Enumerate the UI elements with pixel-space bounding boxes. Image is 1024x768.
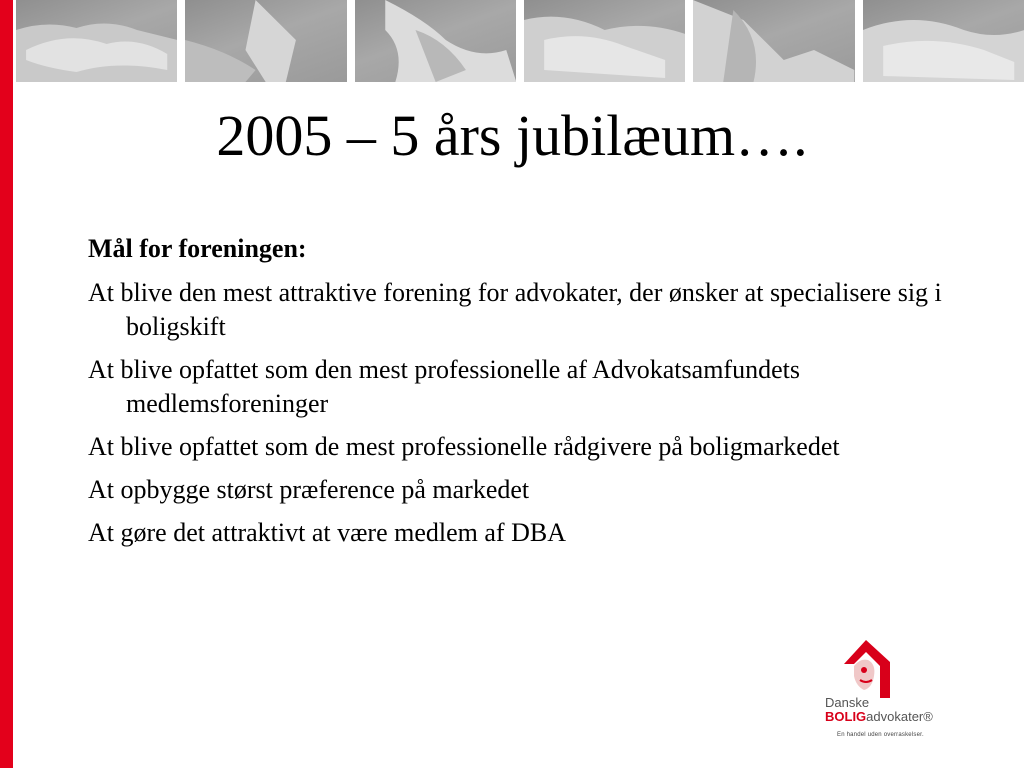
logo-advokater: advokater	[866, 709, 924, 724]
logo-tagline: En handel uden overraskelser.	[837, 732, 924, 738]
house-logo-icon	[840, 636, 894, 702]
danske-boligadvokater-logo	[818, 636, 948, 748]
hands-photo-5	[693, 0, 854, 82]
goal-item: At blive den mest attraktive forening for advokater, der ønsker at specialisere sig i boligskift	[88, 278, 942, 341]
slide-title: 2005 – 5 års jubilæum….	[216, 103, 808, 168]
goal-item: At blive opfattet som den mest professionelle af Advokatsamfundets medlemsforeninger	[88, 355, 800, 418]
goal-item: At blive opfattet som de mest professionelle rådgivere på boligmarkedet	[88, 432, 840, 461]
hands-photo-2	[185, 0, 346, 82]
logo-registered-mark: ®	[923, 709, 933, 724]
goal-item: At gøre det attraktivt at være medlem af DBA	[88, 518, 566, 547]
header-photo-strip	[16, 0, 1024, 82]
logo-bolig: BOLIG	[825, 709, 867, 724]
logo-word-danske: Danske	[825, 695, 870, 710]
hands-photo-1	[16, 0, 177, 82]
slide-body	[88, 232, 948, 559]
logo-word-boligadvokater	[825, 710, 933, 724]
hands-photo-3	[355, 0, 516, 82]
hands-photo-4	[524, 0, 685, 82]
goal-item: At opbygge størst præference på markedet	[88, 475, 530, 504]
hands-photo-6	[863, 0, 1024, 82]
goals-heading: Mål for foreningen:	[88, 234, 307, 263]
